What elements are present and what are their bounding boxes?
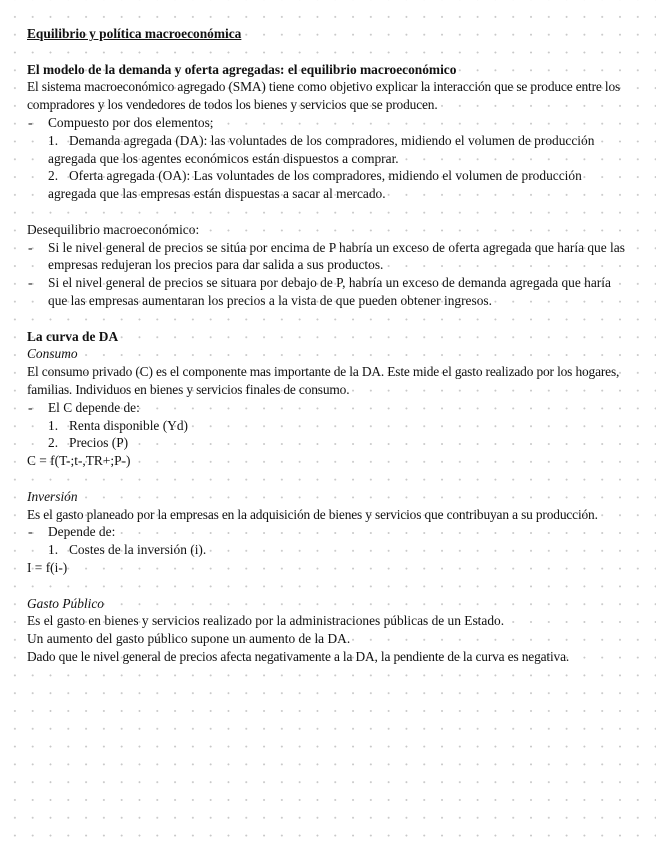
desequilibrio-bullet-2: - Si el nivel general de precios se situara por debajo de P, habría un exceso de demanda agregada que haría que las empresas aumentaran los precios a la vista de que pueden obtener ingresos. (28, 275, 611, 308)
curva-heading: La curva de DA (27, 328, 119, 344)
model-item-1: 1. Demanda agregada (DA): las voluntades de los compradores, midiendo el volumen de producción agregada que los agentes económicos están dispuestos a comprar. (48, 132, 595, 166)
consumo-bullet: - El C depende de: (28, 399, 140, 415)
gasto-line-1: Es el gasto en bienes y servicios realizado por la administraciones públicas de un Estado. (27, 613, 505, 629)
desequilibrio-heading: Desequilibrio macroeconómico: (27, 221, 200, 237)
consumo-item-1: 1. Renta disponible (Yd) (48, 417, 189, 433)
consumo-formula: C = f(T-;t-,TR+;P-) (27, 453, 131, 469)
desequilibrio-bullet-1: - Si le nivel general de precios se sitúa por encima de P habría un exceso de oferta agregada que haría que las empresas redujeran los precios para dar salida a sus productos. (28, 239, 625, 273)
model-heading: El modelo de la demanda y oferta agregadas: el equilibrio macroeconómico (27, 61, 457, 77)
consumo-text: El consumo privado (C) es el componente mas importante de la DA. Este mide el gasto realizado por los hogares, familias. Individuos en bienes y servicios finales de consumo. (27, 364, 620, 397)
model-item-2: 2. Oferta agregada (OA): Las voluntades de los compradores, midiendo el volumen de producción agregada que las empresas están dispuestas a sacar al mercado. (48, 168, 582, 202)
document-page (27, 25, 627, 666)
gasto-subheading: Gasto Público (27, 595, 104, 611)
consumo-item-2: 2. Precios (P) (48, 435, 129, 451)
inversion-item-1: 1. Costes de la inversión (i). (48, 542, 207, 558)
inversion-text: Es el gasto planeado por la empresas en la adquisición de bienes y servicios que contribuyan a su producción. (27, 506, 598, 522)
document-title: Equilibrio y política macroeconómica (27, 26, 242, 41)
inversion-formula: I = f(i-) (27, 559, 68, 575)
gasto-line-3: Dado que le nivel general de precios afecta negativamente a la DA, la pendiente de la curva es negativa. (27, 648, 570, 664)
consumo-subheading: Consumo (27, 346, 78, 362)
inversion-subheading: Inversión (27, 488, 78, 504)
model-bullet: - Compuesto por dos elementos; (28, 114, 214, 130)
inversion-bullet: - Depende de: (28, 524, 116, 540)
model-intro: El sistema macroeconómico agregado (SMA) tiene como objetivo explicar la interacción que se produce entre los compradores y los vendedores de todos los bienes y servicios que se producen. (27, 79, 621, 113)
gasto-line-2: Un aumento del gasto público supone un aumento de la DA. (27, 631, 351, 647)
